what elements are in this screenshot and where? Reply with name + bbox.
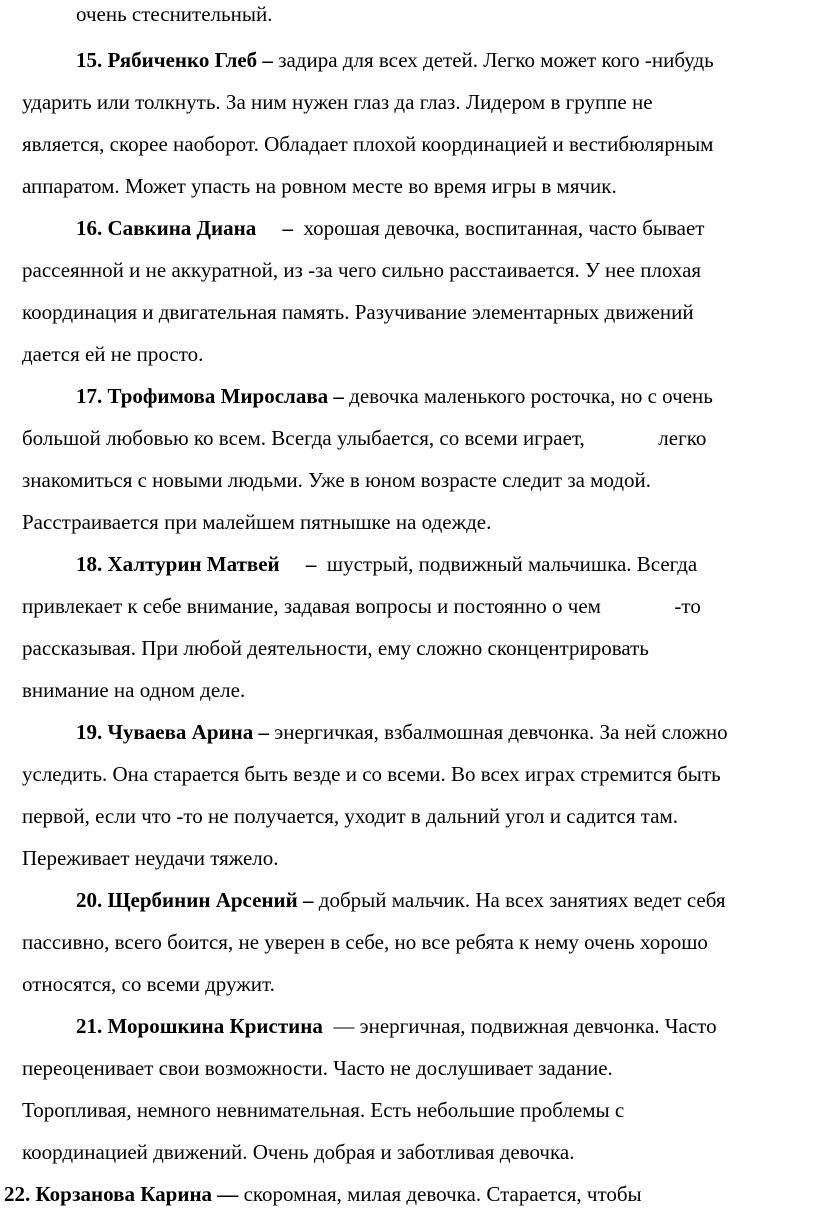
student-name: 15. Рябиченко Глеб –	[76, 48, 279, 72]
text-line	[22, 132, 713, 156]
line-text: координация и двигательная память. Разучивание элементарных движений	[22, 300, 694, 324]
text-line	[22, 1056, 613, 1080]
line-text: дается ей не просто.	[22, 342, 204, 366]
line-text: Торопливая, немного невнимательная. Есть небольшие проблемы с	[22, 1098, 625, 1122]
line-text: добрый мальчик. На всех занятиях ведет себя	[318, 888, 726, 912]
text-line	[22, 300, 694, 324]
text-line	[22, 1140, 574, 1164]
line-text: — энергичная, подвижная девчонка. Часто	[333, 1014, 717, 1038]
text-line	[4, 1182, 642, 1206]
line-text: Переживает неудачи тяжело.	[22, 846, 279, 870]
line-text: внимание на одном деле.	[22, 678, 246, 702]
text-line	[22, 468, 651, 492]
student-name: 18. Халтурин Матвей –	[76, 552, 327, 576]
line-text: знакомиться с новыми людьми. Уже в юном возрасте следит за модой.	[22, 468, 652, 492]
text-line	[22, 90, 653, 114]
line-text: скоромная, милая девочка. Старается, чтобы	[243, 1182, 642, 1206]
line-text: задира для всех детей. Легко может кого -нибудь	[278, 48, 714, 72]
text-line	[22, 678, 245, 702]
line-text: пассивно, всего боится, не уверен в себе, но все ребята к нему очень хорошо	[22, 930, 708, 954]
text-line	[76, 1014, 717, 1038]
text-line	[22, 174, 617, 198]
text-line	[22, 972, 275, 996]
text-line	[22, 930, 708, 954]
text-line	[22, 1098, 624, 1122]
line-text: Расстраивается при малейшем пятнышке на одежде.	[22, 510, 492, 534]
line-text: энергичкая, взбалмошная девчонка. За ней сложно	[274, 720, 728, 744]
line-text: аппаратом. Может упасть на ровном месте во время игры в мячик.	[22, 174, 617, 198]
line-text: является, скорее наоборот. Обладает плохой координацией и вестибюлярным	[22, 132, 714, 156]
line-text: уследить. Она старается быть везде и со всеми. Во всех играх стремится быть	[22, 762, 721, 786]
text-line	[76, 552, 697, 576]
line-text: хорошая девочка, воспитанная, часто бывает	[303, 216, 705, 240]
line-text: шустрый, подвижный мальчишка. Всегда	[326, 552, 698, 576]
text-line	[76, 384, 713, 408]
text-line	[22, 258, 701, 282]
text-line	[76, 720, 728, 744]
text-line	[22, 636, 649, 660]
line-text: переоценивает свои возможности. Часто не дослушивает задание.	[22, 1056, 613, 1080]
text-line	[22, 426, 706, 450]
line-text: рассказывая. При любой деятельности, ему сложно сконцентрировать	[22, 636, 649, 660]
line-text: рассеянной и не аккуратной, из -за чего сильно расстаивается. У нее плохая	[22, 258, 702, 282]
text-line	[22, 594, 701, 618]
line-text: координацией движений. Очень добрая и заботливая девочка.	[22, 1140, 575, 1164]
student-name: 19. Чуваева Арина –	[76, 720, 275, 744]
line-text: очень стеснительный.	[76, 2, 273, 26]
student-name: 16. Савкина Диана –	[76, 216, 304, 240]
line-text: ударить или толкнуть. За ним нужен глаз да глаз. Лидером в группе не	[22, 90, 653, 114]
text-line	[76, 2, 272, 26]
line-text: привлекает к себе внимание, задавая вопросы и постоянно о чем -то	[22, 594, 701, 618]
text-line	[76, 216, 704, 240]
text-line	[22, 762, 721, 786]
text-line	[22, 342, 203, 366]
text-line	[22, 846, 279, 870]
line-text: первой, если что -то не получается, уходит в дальний угол и садится там.	[22, 804, 679, 828]
line-text: девочка маленького росточка, но с очень	[349, 384, 713, 408]
text-line	[22, 510, 491, 534]
student-name: 21. Морошкина Кристина	[76, 1014, 334, 1038]
line-text: относятся, со всеми дружит.	[22, 972, 275, 996]
text-line	[76, 48, 714, 72]
line-text: большой любовью ко всем. Всегда улыбается, со всеми играет, легко	[22, 426, 707, 450]
text-line	[22, 804, 678, 828]
text-line	[76, 888, 726, 912]
student-name: 22. Корзанова Карина —	[4, 1182, 244, 1206]
student-name: 17. Трофимова Мирослава –	[76, 384, 350, 408]
student-name: 20. Щербинин Арсений –	[76, 888, 319, 912]
